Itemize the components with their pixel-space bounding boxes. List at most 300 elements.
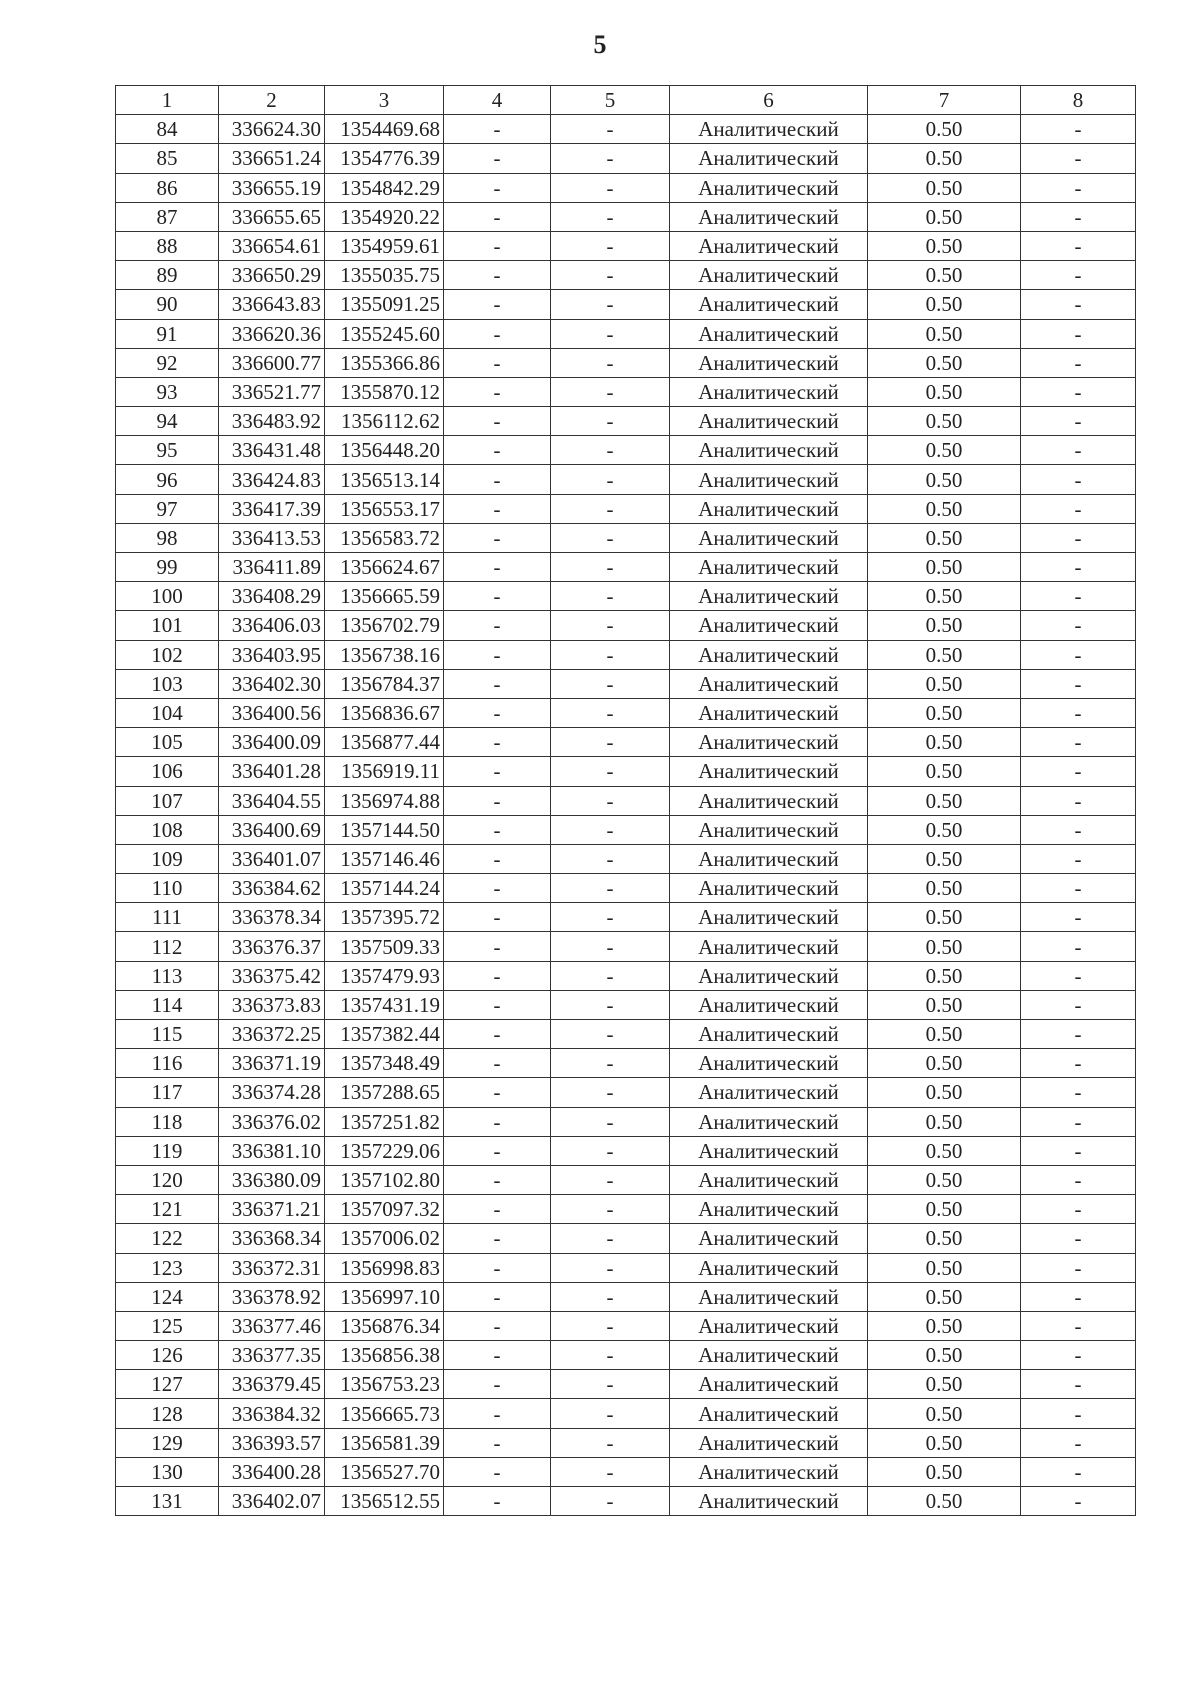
header-row [116,86,1136,115]
point-number-cell: 129 [116,1428,219,1457]
accuracy-cell: 0.50 [868,611,1021,640]
column-8-cell: - [1021,231,1136,260]
column-5-cell: - [551,465,670,494]
column-5-cell: - [551,1487,670,1516]
column-8-cell: - [1021,115,1136,144]
column-5-cell: - [551,1224,670,1253]
x-coordinate-cell: 336368.34 [219,1224,325,1253]
x-coordinate-cell: 336400.56 [219,698,325,727]
point-number-cell: 126 [116,1341,219,1370]
column-8-cell: - [1021,961,1136,990]
point-number-cell: 96 [116,465,219,494]
method-cell: Аналитический [670,1370,868,1399]
table-row [116,231,1136,260]
x-coordinate-cell: 336376.02 [219,1107,325,1136]
column-5-cell: - [551,582,670,611]
point-number-cell: 127 [116,1370,219,1399]
table-row [116,611,1136,640]
column-5-cell: - [551,523,670,552]
x-coordinate-cell: 336643.83 [219,290,325,319]
accuracy-cell: 0.50 [868,1341,1021,1370]
accuracy-cell: 0.50 [868,698,1021,727]
table-row [116,377,1136,406]
method-cell: Аналитический [670,698,868,727]
method-cell: Аналитический [670,757,868,786]
method-cell: Аналитический [670,640,868,669]
accuracy-cell: 0.50 [868,640,1021,669]
column-4-cell: - [444,1282,551,1311]
x-coordinate-cell: 336424.83 [219,465,325,494]
column-5-cell: - [551,1428,670,1457]
point-number-cell: 87 [116,202,219,231]
column-5-cell: - [551,1282,670,1311]
accuracy-cell: 0.50 [868,523,1021,552]
column-4-cell: - [444,1078,551,1107]
table-row [116,1107,1136,1136]
x-coordinate-cell: 336372.25 [219,1020,325,1049]
column-4-cell: - [444,407,551,436]
column-4-cell: - [444,640,551,669]
table-row [116,1049,1136,1078]
x-coordinate-cell: 336401.28 [219,757,325,786]
x-coordinate-cell: 336379.45 [219,1370,325,1399]
column-4-cell: - [444,436,551,465]
column-8-cell: - [1021,874,1136,903]
column-8-cell: - [1021,1224,1136,1253]
accuracy-cell: 0.50 [868,553,1021,582]
y-coordinate-cell: 1357144.24 [325,874,444,903]
column-4-cell: - [444,261,551,290]
y-coordinate-cell: 1355245.60 [325,319,444,348]
y-coordinate-cell: 1357251.82 [325,1107,444,1136]
method-cell: Аналитический [670,961,868,990]
x-coordinate-cell: 336402.30 [219,669,325,698]
method-cell: Аналитический [670,1428,868,1457]
column-5-cell: - [551,553,670,582]
x-coordinate-cell: 336375.42 [219,961,325,990]
accuracy-cell: 0.50 [868,1311,1021,1340]
x-coordinate-cell: 336411.89 [219,553,325,582]
column-4-cell: - [444,757,551,786]
method-cell: Аналитический [670,611,868,640]
column-5-cell: - [551,698,670,727]
column-4-cell: - [444,1487,551,1516]
table-row [116,1282,1136,1311]
column-5-cell: - [551,1457,670,1486]
column-4-cell: - [444,961,551,990]
table-header [116,86,1136,115]
y-coordinate-cell: 1356553.17 [325,494,444,523]
column-8-cell: - [1021,319,1136,348]
y-coordinate-cell: 1356513.14 [325,465,444,494]
point-number-cell: 110 [116,874,219,903]
column-8-cell: - [1021,144,1136,173]
column-8-cell: - [1021,290,1136,319]
accuracy-cell: 0.50 [868,465,1021,494]
column-8-cell: - [1021,1020,1136,1049]
column-4-cell: - [444,1457,551,1486]
column-5-cell: - [551,1253,670,1282]
point-number-cell: 121 [116,1195,219,1224]
method-cell: Аналитический [670,1457,868,1486]
column-5-cell: - [551,231,670,260]
accuracy-cell: 0.50 [868,582,1021,611]
table-row [116,844,1136,873]
method-cell: Аналитический [670,115,868,144]
column-8-cell: - [1021,1282,1136,1311]
column-4-cell: - [444,611,551,640]
accuracy-cell: 0.50 [868,144,1021,173]
table-row [116,1428,1136,1457]
accuracy-cell: 0.50 [868,261,1021,290]
y-coordinate-cell: 1356702.79 [325,611,444,640]
column-4-cell: - [444,1165,551,1194]
column-8-cell: - [1021,1253,1136,1282]
accuracy-cell: 0.50 [868,377,1021,406]
y-coordinate-cell: 1356527.70 [325,1457,444,1486]
x-coordinate-cell: 336431.48 [219,436,325,465]
y-coordinate-cell: 1356919.11 [325,757,444,786]
column-5-cell: - [551,494,670,523]
point-number-cell: 99 [116,553,219,582]
x-coordinate-cell: 336600.77 [219,348,325,377]
y-coordinate-cell: 1356974.88 [325,786,444,815]
column-8-cell: - [1021,1195,1136,1224]
y-coordinate-cell: 1354959.61 [325,231,444,260]
x-coordinate-cell: 336374.28 [219,1078,325,1107]
point-number-cell: 114 [116,990,219,1019]
method-cell: Аналитический [670,669,868,698]
column-4-cell: - [444,815,551,844]
table-row [116,728,1136,757]
table-row [116,319,1136,348]
coordinates-table [115,85,1136,1516]
column-header: 4 [444,86,551,115]
x-coordinate-cell: 336371.19 [219,1049,325,1078]
column-8-cell: - [1021,202,1136,231]
y-coordinate-cell: 1357102.80 [325,1165,444,1194]
point-number-cell: 97 [116,494,219,523]
table-row [116,465,1136,494]
column-4-cell: - [444,465,551,494]
y-coordinate-cell: 1356665.59 [325,582,444,611]
method-cell: Аналитический [670,844,868,873]
x-coordinate-cell: 336381.10 [219,1136,325,1165]
table-row [116,815,1136,844]
y-coordinate-cell: 1355091.25 [325,290,444,319]
column-8-cell: - [1021,1399,1136,1428]
column-8-cell: - [1021,582,1136,611]
table-row [116,144,1136,173]
x-coordinate-cell: 336401.07 [219,844,325,873]
x-coordinate-cell: 336404.55 [219,786,325,815]
column-5-cell: - [551,874,670,903]
column-8-cell: - [1021,844,1136,873]
column-5-cell: - [551,757,670,786]
column-5-cell: - [551,669,670,698]
method-cell: Аналитический [670,523,868,552]
method-cell: Аналитический [670,1020,868,1049]
column-5-cell: - [551,961,670,990]
table-row [116,1457,1136,1486]
x-coordinate-cell: 336393.57 [219,1428,325,1457]
y-coordinate-cell: 1357006.02 [325,1224,444,1253]
table-row [116,523,1136,552]
table-row [116,757,1136,786]
y-coordinate-cell: 1356581.39 [325,1428,444,1457]
table-row [116,1136,1136,1165]
column-4-cell: - [444,698,551,727]
y-coordinate-cell: 1356738.16 [325,640,444,669]
y-coordinate-cell: 1356784.37 [325,669,444,698]
column-4-cell: - [444,553,551,582]
column-header: 7 [868,86,1021,115]
x-coordinate-cell: 336655.19 [219,173,325,202]
accuracy-cell: 0.50 [868,1370,1021,1399]
column-5-cell: - [551,1311,670,1340]
method-cell: Аналитический [670,582,868,611]
method-cell: Аналитический [670,261,868,290]
column-8-cell: - [1021,173,1136,202]
method-cell: Аналитический [670,348,868,377]
table-row [116,786,1136,815]
method-cell: Аналитический [670,1487,868,1516]
accuracy-cell: 0.50 [868,494,1021,523]
y-coordinate-cell: 1355366.86 [325,348,444,377]
column-4-cell: - [444,377,551,406]
column-4-cell: - [444,669,551,698]
table-row [116,1370,1136,1399]
point-number-cell: 123 [116,1253,219,1282]
accuracy-cell: 0.50 [868,1253,1021,1282]
point-number-cell: 102 [116,640,219,669]
y-coordinate-cell: 1356836.67 [325,698,444,727]
column-4-cell: - [444,582,551,611]
method-cell: Аналитический [670,377,868,406]
point-number-cell: 91 [116,319,219,348]
column-8-cell: - [1021,436,1136,465]
x-coordinate-cell: 336521.77 [219,377,325,406]
x-coordinate-cell: 336400.69 [219,815,325,844]
column-8-cell: - [1021,1370,1136,1399]
y-coordinate-cell: 1357431.19 [325,990,444,1019]
column-5-cell: - [551,1136,670,1165]
table-row [116,932,1136,961]
point-number-cell: 125 [116,1311,219,1340]
y-coordinate-cell: 1354776.39 [325,144,444,173]
table-row [116,1165,1136,1194]
column-5-cell: - [551,173,670,202]
column-4-cell: - [444,173,551,202]
column-header: 8 [1021,86,1136,115]
y-coordinate-cell: 1356583.72 [325,523,444,552]
column-4-cell: - [444,494,551,523]
column-8-cell: - [1021,903,1136,932]
table-row [116,173,1136,202]
x-coordinate-cell: 336650.29 [219,261,325,290]
column-8-cell: - [1021,1428,1136,1457]
point-number-cell: 108 [116,815,219,844]
column-header: 2 [219,86,325,115]
x-coordinate-cell: 336402.07 [219,1487,325,1516]
column-4-cell: - [444,1107,551,1136]
column-4-cell: - [444,202,551,231]
accuracy-cell: 0.50 [868,290,1021,319]
point-number-cell: 95 [116,436,219,465]
column-8-cell: - [1021,1165,1136,1194]
table-row [116,1399,1136,1428]
column-5-cell: - [551,1341,670,1370]
y-coordinate-cell: 1355035.75 [325,261,444,290]
table-row [116,874,1136,903]
method-cell: Аналитический [670,874,868,903]
column-4-cell: - [444,1399,551,1428]
column-8-cell: - [1021,786,1136,815]
x-coordinate-cell: 336373.83 [219,990,325,1019]
method-cell: Аналитический [670,815,868,844]
column-5-cell: - [551,319,670,348]
table-body [116,115,1136,1516]
y-coordinate-cell: 1354920.22 [325,202,444,231]
column-5-cell: - [551,1020,670,1049]
accuracy-cell: 0.50 [868,932,1021,961]
column-5-cell: - [551,261,670,290]
y-coordinate-cell: 1357395.72 [325,903,444,932]
x-coordinate-cell: 336384.32 [219,1399,325,1428]
point-number-cell: 131 [116,1487,219,1516]
column-8-cell: - [1021,261,1136,290]
column-4-cell: - [444,1370,551,1399]
table-row [116,290,1136,319]
accuracy-cell: 0.50 [868,173,1021,202]
point-number-cell: 130 [116,1457,219,1486]
method-cell: Аналитический [670,553,868,582]
table-row [116,698,1136,727]
accuracy-cell: 0.50 [868,961,1021,990]
column-4-cell: - [444,1136,551,1165]
column-8-cell: - [1021,757,1136,786]
x-coordinate-cell: 336620.36 [219,319,325,348]
point-number-cell: 84 [116,115,219,144]
y-coordinate-cell: 1356753.23 [325,1370,444,1399]
accuracy-cell: 0.50 [868,1282,1021,1311]
method-cell: Аналитический [670,1078,868,1107]
x-coordinate-cell: 336651.24 [219,144,325,173]
method-cell: Аналитический [670,319,868,348]
column-4-cell: - [444,231,551,260]
accuracy-cell: 0.50 [868,1195,1021,1224]
point-number-cell: 118 [116,1107,219,1136]
column-8-cell: - [1021,348,1136,377]
column-8-cell: - [1021,1049,1136,1078]
method-cell: Аналитический [670,1165,868,1194]
point-number-cell: 119 [116,1136,219,1165]
column-4-cell: - [444,523,551,552]
point-number-cell: 120 [116,1165,219,1194]
column-5-cell: - [551,728,670,757]
method-cell: Аналитический [670,144,868,173]
column-8-cell: - [1021,377,1136,406]
column-5-cell: - [551,377,670,406]
table-row [116,407,1136,436]
table-row [116,436,1136,465]
x-coordinate-cell: 336417.39 [219,494,325,523]
y-coordinate-cell: 1356877.44 [325,728,444,757]
x-coordinate-cell: 336624.30 [219,115,325,144]
point-number-cell: 115 [116,1020,219,1049]
accuracy-cell: 0.50 [868,1428,1021,1457]
table-row [116,1341,1136,1370]
column-4-cell: - [444,1428,551,1457]
accuracy-cell: 0.50 [868,1049,1021,1078]
point-number-cell: 101 [116,611,219,640]
x-coordinate-cell: 336371.21 [219,1195,325,1224]
method-cell: Аналитический [670,1253,868,1282]
point-number-cell: 117 [116,1078,219,1107]
point-number-cell: 105 [116,728,219,757]
y-coordinate-cell: 1357348.49 [325,1049,444,1078]
table-row [116,1224,1136,1253]
point-number-cell: 122 [116,1224,219,1253]
column-4-cell: - [444,874,551,903]
point-number-cell: 94 [116,407,219,436]
point-number-cell: 112 [116,932,219,961]
method-cell: Аналитический [670,173,868,202]
point-number-cell: 109 [116,844,219,873]
column-5-cell: - [551,1165,670,1194]
accuracy-cell: 0.50 [868,903,1021,932]
column-8-cell: - [1021,1457,1136,1486]
y-coordinate-cell: 1357229.06 [325,1136,444,1165]
column-5-cell: - [551,1107,670,1136]
y-coordinate-cell: 1356448.20 [325,436,444,465]
table-row [116,669,1136,698]
table-row [116,261,1136,290]
column-8-cell: - [1021,1078,1136,1107]
table-row [116,1195,1136,1224]
point-number-cell: 124 [116,1282,219,1311]
point-number-cell: 116 [116,1049,219,1078]
column-4-cell: - [444,1341,551,1370]
x-coordinate-cell: 336413.53 [219,523,325,552]
table-row [116,494,1136,523]
method-cell: Аналитический [670,202,868,231]
table-row [116,115,1136,144]
table-row [116,1078,1136,1107]
point-number-cell: 113 [116,961,219,990]
point-number-cell: 104 [116,698,219,727]
accuracy-cell: 0.50 [868,231,1021,260]
table-row [116,348,1136,377]
y-coordinate-cell: 1357479.93 [325,961,444,990]
column-header: 1 [116,86,219,115]
method-cell: Аналитический [670,932,868,961]
method-cell: Аналитический [670,1049,868,1078]
point-number-cell: 128 [116,1399,219,1428]
y-coordinate-cell: 1357144.50 [325,815,444,844]
x-coordinate-cell: 336376.37 [219,932,325,961]
column-8-cell: - [1021,523,1136,552]
column-5-cell: - [551,407,670,436]
point-number-cell: 90 [116,290,219,319]
accuracy-cell: 0.50 [868,436,1021,465]
column-4-cell: - [444,786,551,815]
table-row [116,1311,1136,1340]
accuracy-cell: 0.50 [868,1020,1021,1049]
page-number: 5 [593,30,607,59]
column-5-cell: - [551,1370,670,1399]
accuracy-cell: 0.50 [868,1165,1021,1194]
